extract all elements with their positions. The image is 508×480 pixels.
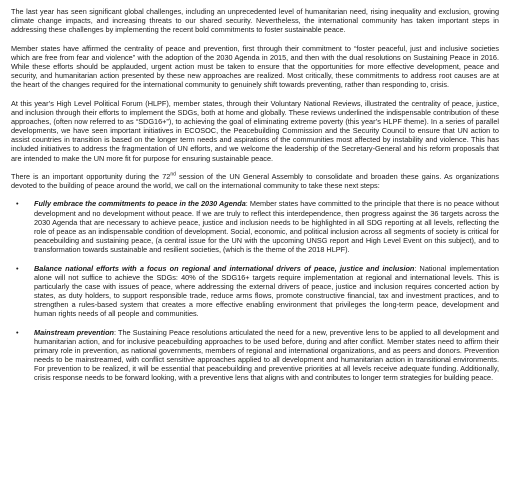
intro-paragraph: The last year has seen significant global challenges, including an unprecedented level of humanitarian need, rising inequality and exclusion, growing climate change impacts, and increasing threats to our shared security. Nevertheless, the international community has taken important steps in addressing these challenges by implementing the recent bold commitments to foster sustainable peace.: [11, 7, 499, 35]
step-lead: Fully embrace the commitments to peace in the 2030 Agenda: [34, 199, 246, 209]
list-item: [11, 199, 499, 254]
bullet-icon: •: [16, 199, 19, 209]
step-lead: Mainstream prevention: [34, 327, 114, 337]
step-body: : National implementation alone will not suffice to achieve the SDGs: 40% of the SDG16+ targets require implementation at regional and international levels. This is particularly the case with issues of peace, where addressing the external drivers of peace, justice and inclusion requires concerted action by states, as duty holders, to support responsible trade, reduce arms flows, promote constructive financial, tax and investment practices, and to strengthen a rules-based system that creates a more effective enabling environment that privileges the long-term peace, development and human rights needs of all people and communities.: [34, 263, 499, 319]
step-text: [34, 328, 499, 383]
step-text: [34, 264, 499, 319]
session-text-before: There is an important opportunity during the 72: [11, 171, 171, 181]
step-body: : Member states have committed to the principle that there is no peace without development and no development without peace. If we are truly to reflect this interdependence, then progress against the 36 targets across the 2030 Agenda that are necessary to achieve peace, justice and inclusion needs to be highlighted in all SDG reporting at all levels, reflecting the role of peace as an indispensable condition of development. Social, economic, and political inclusion across all segments of society is critical for peacebuilding and sustaining peace, (a central issue for the UN with the upcoming UNSG report and High Level Event on this subject), and to transformation towards sustainable and resilient societies, (which is the theme of the 2018 HLPF).: [34, 199, 500, 255]
bullet-icon: •: [16, 263, 19, 273]
step-body: : The Sustaining Peace resolutions articulated the need for a new, preventive lens to be applied to all development and humanitarian action, and for inclusive peacebuilding approaches to be used before, during and after conflict. Member states need to affirm their primary role in prevention, as national governments, members of regional and international organizations, and as peers and donors. Prevention needs to be mainstreamed, with conflict sensitive approaches applied to all development and humanitarian action in transitional environments. For prevention to be realized, it will be essential that peacebuilding and preventive priorities at all levels receive adequate funding. Additionally, crisis response needs to be forward looking, with a preventive lens that aligns with and contributes to longer term strategies for building peace.: [34, 327, 499, 383]
list-item: [11, 328, 499, 383]
hlpf-paragraph: At this year’s High Level Political Forum (HLPF), member states, through their Voluntary National Reviews, illustrated the centrality of peace, justice, and inclusion through their efforts to implement the SDGs, both at home and globally. These reviews underlined the indispensable contribution of these approaches, (often now referred to as “SDG16+”), to achieving the goal of eliminating extreme poverty (this year’s HLPF theme). In a series of parallel developments, we have seen important initiatives in ECOSOC, the Peacebuilding Commission and the Security Council to ensure that UN action to assist countries in transition is based on the longer term needs and aspirations of the communities most affected by instability and violence. This has included initiatives to address the fragmentation of UN efforts, and we welcome the leadership of the Secretary-General and his reform proposals that are intended to make the UN more fit for purpose for ensuring sustainable peace.: [11, 98, 499, 163]
session-paragraph: [11, 172, 499, 190]
list-item: [11, 264, 499, 319]
ordinal-superscript: nd: [170, 171, 176, 178]
next-steps-list: [11, 199, 499, 382]
step-lead: Balance national efforts with a focus on regional and international drivers of peace, justice and inclusion: [34, 263, 415, 273]
bullet-icon: •: [16, 327, 19, 337]
step-text: [34, 199, 499, 254]
session-text-after: session of the UN General Assembly to consolidate and broaden these gains. As organizations devoted to the building of peace around the world, we call on the international community to take these next steps:: [11, 171, 499, 191]
commitments-paragraph: Member states have affirmed the centrality of peace and prevention, first through their commitment to “foster peaceful, just and inclusive societies which are free from fear and violence” with the adoption of the 2030 Agenda in 2015, and then with the dual resolutions on Sustaining Peace in 2016. While these efforts should be applauded, urgent action must be taken to ensure that the opportunities for more effective development, peace and security, and humanitarian action presented by these new approaches are realized. Most critically, these commitments to address root causes are at the heart of the changes required for the international community to genuinely shift towards preventing, rather than responding to, crisis.: [11, 43, 499, 90]
